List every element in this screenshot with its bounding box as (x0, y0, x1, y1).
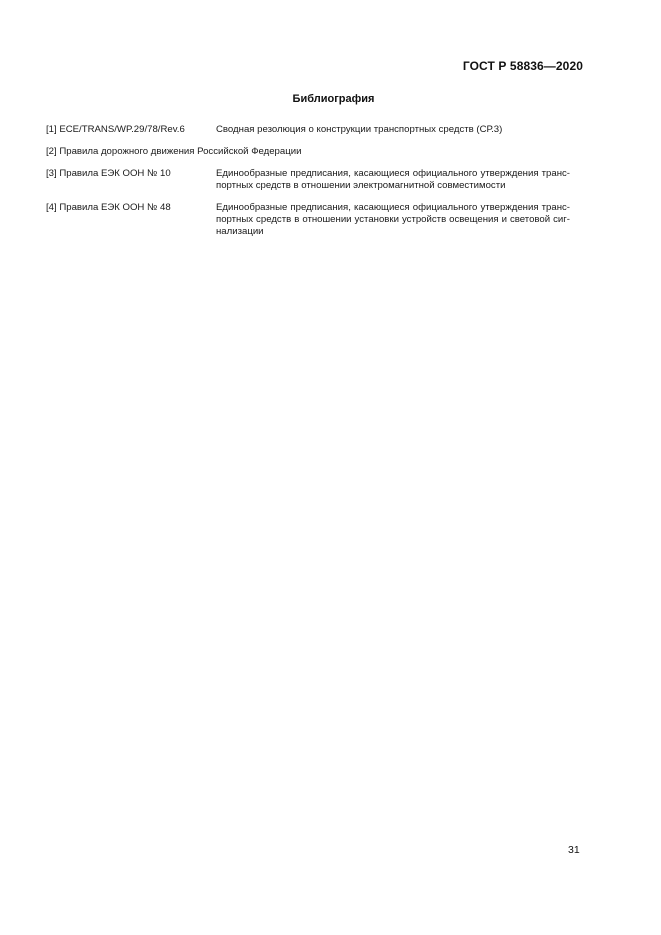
bibliography-entry (46, 168, 584, 192)
bibliography-list (46, 124, 584, 248)
bibliography-entry (46, 146, 584, 158)
bibliography-description: Единообразные предписания, касающиеся официального утверждения транспортных средств в отношении электромагнитной совместимости (216, 168, 570, 191)
bibliography-ref: [1] ECE/TRANS/WP.29/78/Rev.6 (46, 124, 185, 135)
bibliography-entry (46, 202, 584, 238)
bibliography-description: Единообразные предписания, касающиеся официального утверждения транспортных средств в отношении установки устройств освещения и световой сигнализации (216, 202, 570, 237)
page-number: 31 (568, 844, 580, 856)
section-title: Библиография (292, 93, 375, 105)
bibliography-ref: [3] Правила ЕЭК ООН № 10 (46, 168, 171, 179)
bibliography-ref: [2] Правила дорожного движения Российской Федерации (46, 146, 302, 157)
bibliography-entry (46, 124, 584, 136)
document-standard-code: ГОСТ Р 58836—2020 (462, 59, 583, 73)
bibliography-description: Сводная резолюция о конструкции транспортных средств (СР.3) (216, 124, 503, 135)
bibliography-ref: [4] Правила ЕЭК ООН № 48 (46, 202, 171, 213)
